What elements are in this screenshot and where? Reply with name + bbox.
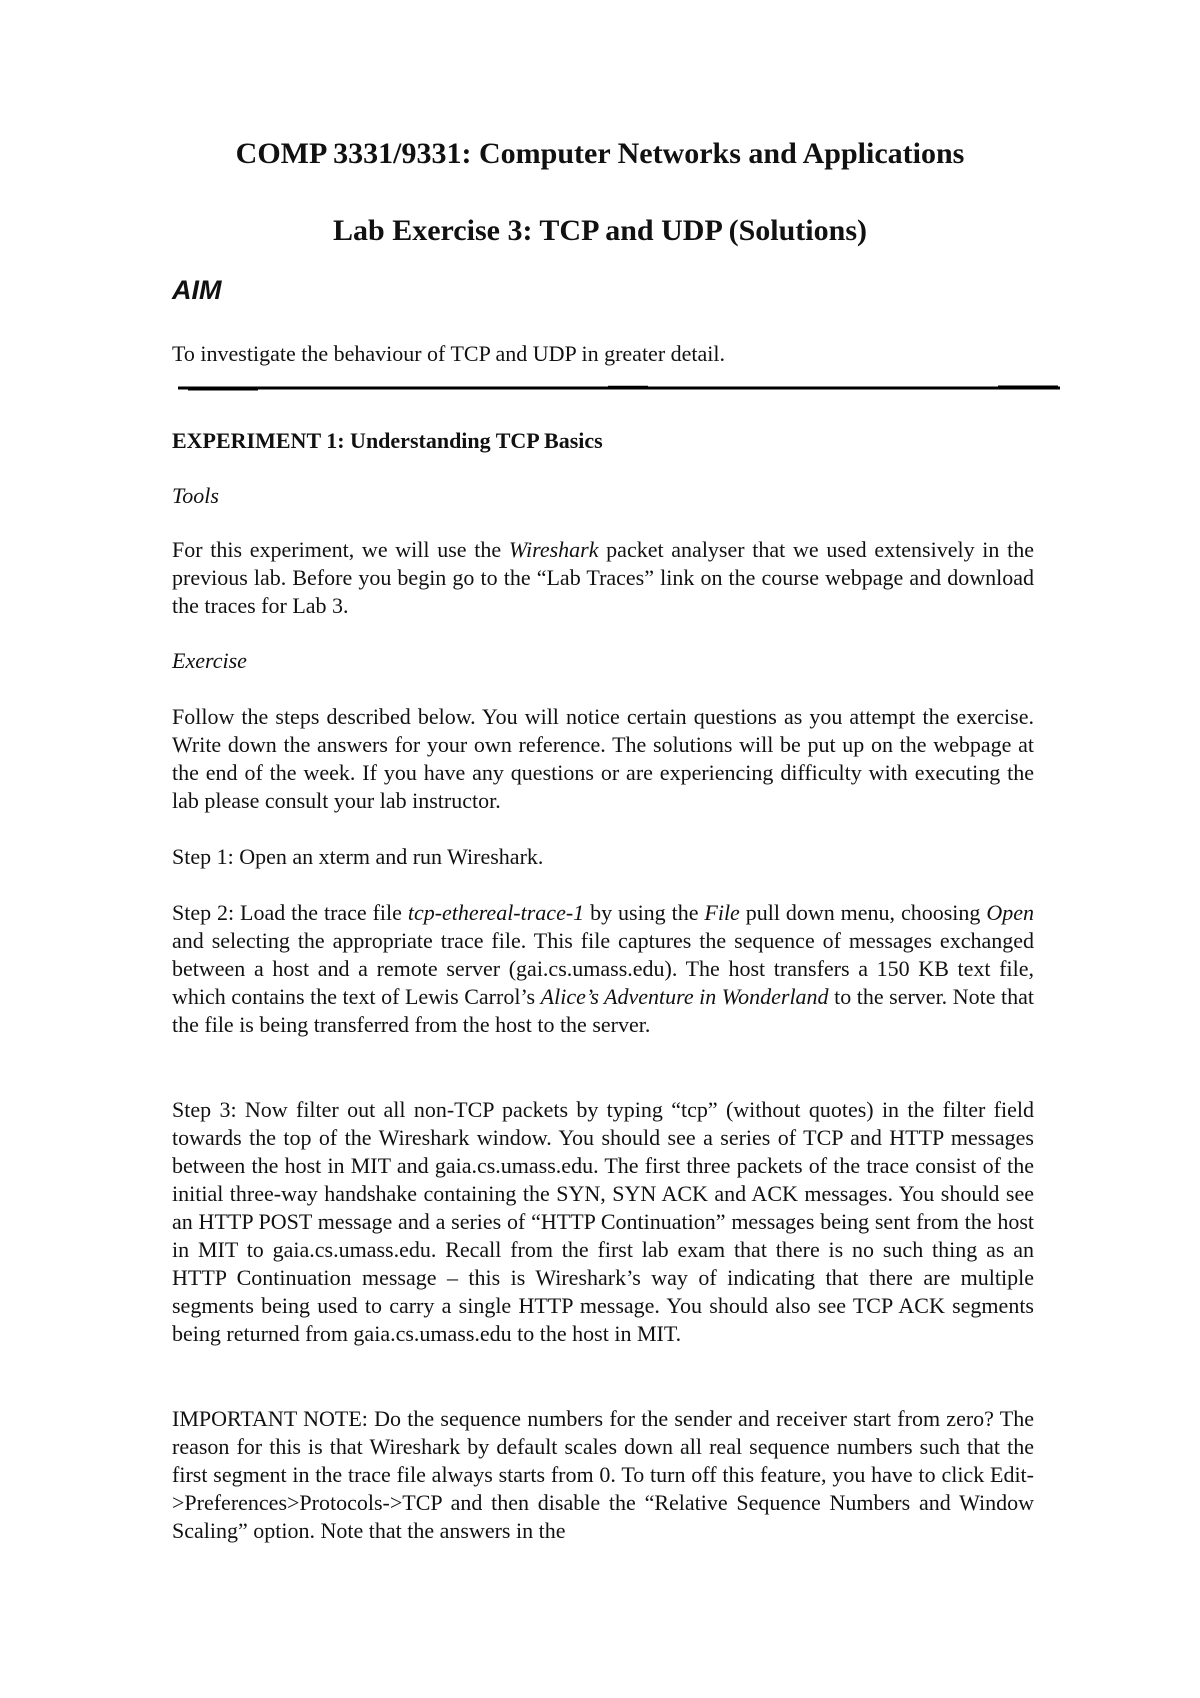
experiment-heading: EXPERIMENT 1: Understanding TCP Basics (172, 428, 603, 453)
file-menu-name: File (704, 900, 740, 925)
open-command-name: Open (986, 900, 1034, 925)
aim-text: To investigate the behaviour of TCP and UDP in greater detail. (172, 341, 726, 366)
step-2-text-a: Step 2: Load the trace file (172, 900, 408, 925)
step-2-text-d: and selecting the appropriate trace file. This file captures the sequence of messages exchanged between a host and a remote server (gai.cs.umass.edu). The host transfers a 150 KB text file, which contains the text of Lewis Carrol’s (172, 928, 1034, 1009)
lab-title: Lab Exercise 3: TCP and UDP (Solutions) (333, 214, 867, 247)
tools-heading: Tools (172, 483, 219, 508)
aim-heading: AIM (172, 275, 222, 305)
exercise-heading: Exercise (172, 648, 247, 673)
tools-text-part2: packet analyser that we used extensively in the previous lab. Before you begin go to the “Lab Traces” link on the course webpage and download the traces for Lab 3. (172, 537, 1034, 618)
important-note: IMPORTANT NOTE: Do the sequence numbers for the sender and receiver start from zero? The reason for this is that Wireshark by default scales down all real sequence numbers such that the first segment in the trace file always starts from 0. To turn off this feature, you have to click Edit->Preferences>Protocols->TCP and then disable the “Relative Sequence Numbers and Window Scaling” option. Note that the answers in the (172, 1406, 1034, 1543)
tools-text-part1: For this experiment, we will use the (172, 537, 509, 562)
course-title: COMP 3331/9331: Computer Networks and Applications (235, 137, 965, 170)
section-divider (178, 385, 1060, 390)
step-3: Step 3: Now filter out all non-TCP packets by typing “tcp” (without quotes) in the filter field towards the top of the Wireshark window. You should see a series of TCP and HTTP messages between the host in MIT and gaia.cs.umass.edu. The first three packets of the trace consist of the initial three-way handshake containing the SYN, SYN ACK and ACK messages. You should see an HTTP POST message and a series of “HTTP Continuation” messages being sent from the host in MIT to gaia.cs.umass.edu. Recall from the first lab exam that there is no such thing as an HTTP Continuation message – this is Wireshark’s way of indicating that there are multiple segments being used to carry a single HTTP message. You should also see TCP ACK segments being returned from gaia.cs.umass.edu to the host in MIT. (172, 1097, 1034, 1346)
trace-file-name: tcp-ethereal-trace-1 (407, 900, 585, 925)
step-2-text-e: to the server. Note that the file is being transferred from the host to the server. (172, 984, 1035, 1037)
step-2-text-c: pull down menu, choosing (739, 900, 987, 925)
step-1: Step 1: Open an xterm and run Wireshark. (172, 844, 544, 869)
tools-paragraph (172, 536, 1034, 620)
step-2-text-b: by using the (584, 900, 705, 925)
wireshark-emphasis: Wireshark (508, 537, 599, 562)
step-2 (172, 899, 1034, 1039)
book-title: Alice’s Adventure in Wonderland (540, 984, 829, 1009)
exercise-paragraph: Follow the steps described below. You will notice certain questions as you attempt the exercise. Write down the answers for your own reference. The solutions will be put up on the webpage at the end of the week. If you have any questions or are experiencing difficulty with executing the lab please consult your lab instructor. (172, 704, 1034, 813)
